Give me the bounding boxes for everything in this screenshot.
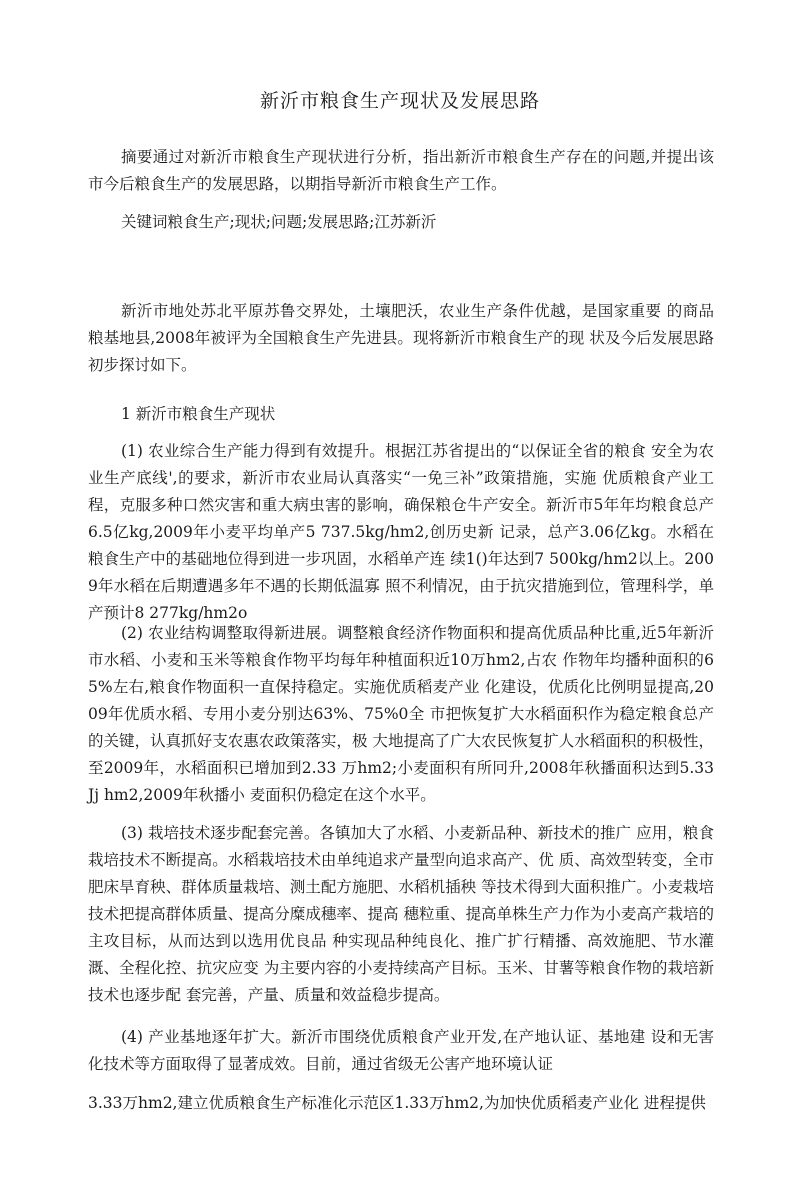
document-title: 新沂市粮食生产现状及发展思路	[259, 90, 540, 112]
abstract-paragraph: 摘要通过对新沂市粮食生产现状进行分析，指出新沂市粮食生产存在的问题,并提出该市今后粮食生产的发展思路，以期指导新沂市粮食生产工作。	[88, 148, 714, 193]
intro-paragraph: 新沂市地处苏北平原苏鲁交界处，土壤肥沃，农业生产条件优越，是国家重要 的商品粮基地县,2008年被评为全国粮食生产先进县。现将新沂市粮食生产的现 状及今后发展思路初步探讨如下。	[88, 302, 714, 374]
paragraph-2: (2) 农业结构调整取得新进展。调整粮食经济作物面积和提高优质品种比重,近5年新沂市水稻、小麦和玉米等粮食作物平均每年种植面积近10万hm2,占农 作物年均播种面积的65%左右,粮食作物面积一直保持稳定。实施优质稻麦产业 化建设，优质化比例明显提高,2009年优质水稻、专用小麦分别达63%、75%0全 市把恢复扩大水稻面积作为稳定粮食总产的关键，认真抓好支农惠农政策落实，极 大地提高了广大农民恢复扩人水稻面积的积极性，至2009年，水稻面积已增加到2.33 万hm2;小麦面积有所冋升,2008年秋播面积达到5.33 Jj hm2,2009年秋播小 麦面积仍稳定在这个水平。	[88, 624, 714, 804]
paragraph-4: (4) 产业基地逐年扩大。新沂市围绕优质粮食产业开发,在产地认证、基地建 设和无害化技术等方面取得了显著成效。目前，通过省级无公害产地环境认证	[88, 1028, 714, 1073]
paragraph-3: (3) 栽培技术逐步配套完善。各镇加大了水稻、小麦新品种、新技术的推广 应用，粮食栽培技术不断提高。水稻栽培技术由单纯追求产量型向追求高产、优 质、高效型转变，全市肥床旱育秧、群体质量栽培、测土配方施肥、水稻机插秧 等技术得到大面积推广。小麦栽培技术把提高群体质量、提高分糜成穗率、提高 穗粒重、提高单株生产力作为小麦高产栽培的主攻目标，从而达到以选用优良品 种实现品种纯良化、推广扩行精播、高效施肥、节水灌溉、全程化控、抗灾应变 为主要内容的小麦持续高产目标。玉米、甘薯等粮食作物的栽培新技术也逐步配 套完善，产量、质量和效益稳步提高。	[88, 824, 714, 1004]
paragraph-continuation: 3.33万hm2,建立优质粮食生产标准化示范区1.33万hm2,为加快优质稻麦产业化 进程提供	[88, 1094, 706, 1112]
keywords-line: 关键词粮食生产;现状;问题;发展思路;江苏新沂	[121, 213, 437, 231]
section-heading-1: 1 新沂市粮食生产现状	[121, 405, 276, 423]
paragraph-1: (1) 农业综合生产能力得到有效提升。根据江苏省提出的“以保证全省的粮食 安全为农业生产底线',的要求，新沂市农业局认真落实“一免三补”政策措施，实施 优质粮食产业工程，克服多种口然灾害和重大病虫害的影响，确保粮仓牛产安全。新沂市5年年均粮食总产6.5亿kg,2009年小麦平均单产5 737.5kg/hm2,创历史新 记录，总产3.06亿kg。水稻在粮食生产中的基础地位得到进一步巩固，水稻单产连 续1()年达到7 500kg/hm2以上。2009年水稻在后期遭遇多年不遇的长期低温寡 照不利情况，由于抗灾措施到位，管理科学，单产预计8 277kg/hm2o	[88, 442, 714, 622]
